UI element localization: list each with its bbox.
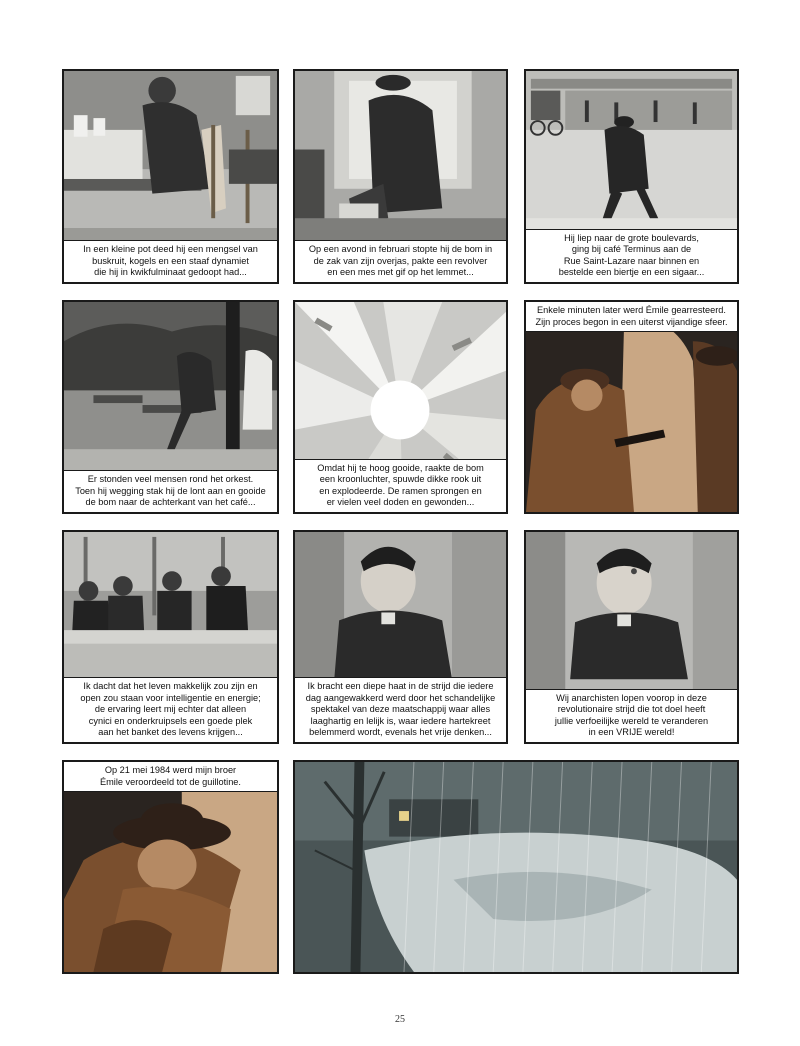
page-number: 25 <box>395 1014 405 1025</box>
panel-8-caption: Ik bracht een diepe haat in de strijd die iedere dag aangewakkerd werd door het schandelijke spektakel van deze maatschappij waar alles laaghartig en lelijk is, waar iedere hartekreet belemmerd wordt, evenals het vrije denken... <box>295 677 506 742</box>
comic-panel-4 <box>62 300 279 514</box>
comic-panel-7 <box>62 530 279 744</box>
panel-10-caption: Op 21 mei 1984 werd mijn broer Émile veroordeeld tot de guillotine. <box>64 762 277 792</box>
panel-11-illustration <box>295 762 737 972</box>
panel-6-caption: Enkele minuten later werd Émile gearresteerd. Zijn proces begon in een uiterst vijandige sfeer. <box>526 302 737 332</box>
comic-panel-1 <box>62 69 279 284</box>
panel-9-caption: Wij anarchisten lopen voorop in deze revolutionaire strijd die tot doel heeft jullie verfoeilijke wereld te veranderen in een VRIJE wereld! <box>526 689 737 742</box>
comic-panel-2 <box>293 69 508 284</box>
comic-panel-10 <box>62 760 279 974</box>
panel-1-caption: In een kleine pot deed hij een mengsel van buskruit, kogels en een staaf dynamiet die hij in kwikfulminaat gedoopt had... <box>64 240 277 282</box>
panel-10-illustration <box>64 762 277 972</box>
comic-panel-3 <box>524 69 739 284</box>
panel-6-illustration <box>526 302 737 512</box>
comic-panel-5 <box>293 300 508 514</box>
panel-2-caption: Op een avond in februari stopte hij de bom in de zak van zijn overjas, pakte een revolver en een mes met gif op het lemmet... <box>295 240 506 282</box>
comic-panel-8 <box>293 530 508 744</box>
comic-panel-11 <box>293 760 739 974</box>
panel-4-caption: Er stonden veel mensen rond het orkest. Toen hij wegging stak hij de lont aan en gooide de bom naar de achterkant van het café... <box>64 470 277 512</box>
comic-panel-6 <box>524 300 739 514</box>
comic-panel-9 <box>524 530 739 744</box>
panel-7-caption: Ik dacht dat het leven makkelijk zou zijn en open zou staan voor intelligentie en energie; de ervaring leert mij echter dat alleen cynici en onderkruipsels een goede plek aan het banket des levens krijgen... <box>64 677 277 742</box>
panel-3-caption: Hij liep naar de grote boulevards, ging bij café Terminus aan de Rue Saint-Lazare naar binnen en bestelde een biertje en een sigaar... <box>526 229 737 282</box>
panel-5-caption: Omdat hij te hoog gooide, raakte de bom een kroonluchter, spuwde dikke rook uit en explodeerde. De ramen sprongen en er vielen veel doden en gewonden... <box>295 459 506 512</box>
